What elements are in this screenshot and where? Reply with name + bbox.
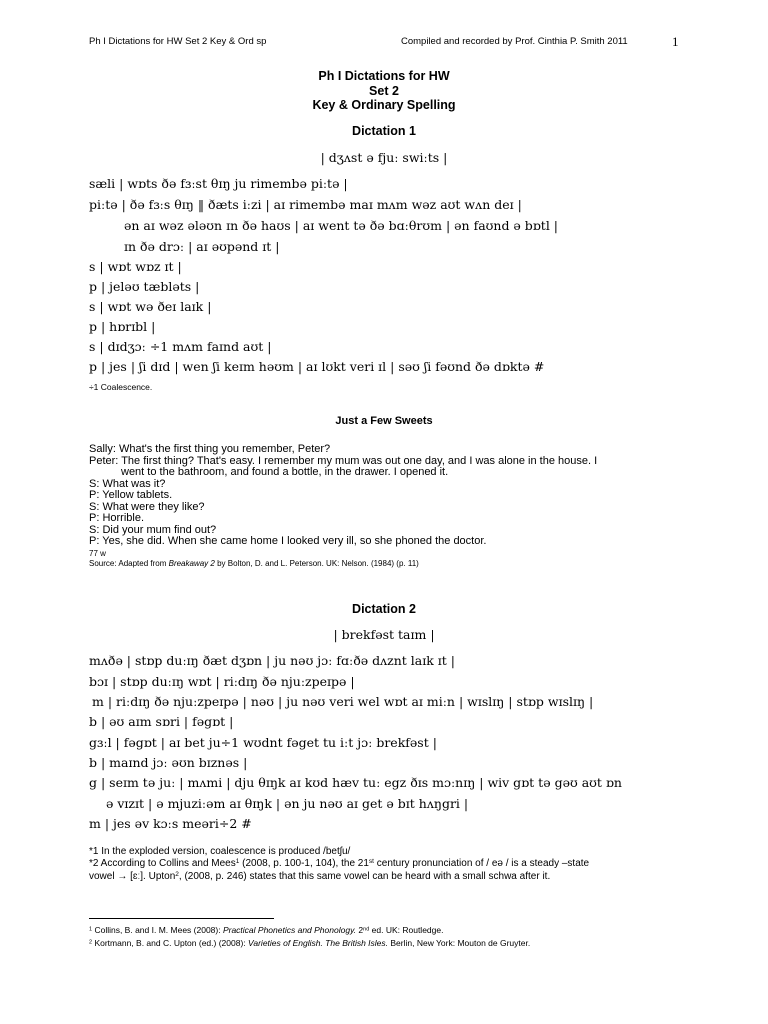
dictation-1-line: s | dɪdʒɔː ÷1 mʌm faɪnd aʊt | [89, 339, 272, 354]
ordinal-suffix: st [368, 858, 374, 866]
footnote-text: Collins, B. and I. M. Mees (2008): [94, 925, 223, 935]
dictation-1-line: p | jes | ʃi dɪd | wen ʃi keɪm həʊm | aɪ lʊkt veri ɪl | səʊ ʃi fəʊnd ðə dɒktə # [89, 359, 545, 374]
source-book-title: Breakaway 2 [168, 559, 215, 568]
word-count: 77 w [89, 549, 106, 558]
running-header-left: Ph I Dictations for HW Set 2 Key & Ord sp [89, 36, 267, 47]
dictation-2-line: bɔɪ | stɒp duːɪŋ wɒt | riːdɪŋ ðə njuːzpeɪpə | [89, 674, 355, 689]
dictation-1-line: s | wɒt wɒz ɪt | [89, 259, 182, 274]
dictation-2-line: m | jes əv kɔːs meəri÷2 # [89, 816, 252, 831]
passage-line: P: Yes, she did. When she came home I looked very ill, so she phoned the doctor. [89, 535, 487, 547]
dictation-2-line: m | riːdɪŋ ðə njuːzpeɪpə | nəʊ | ju nəʊ veri wel wɒt aɪ miːn | wɪslɪŋ | stɒp wɪslɪŋ | [92, 694, 594, 709]
dictation-2-note-1: *1 In the exploded version, coalescence is produced /betʃu/ [89, 846, 351, 857]
dictation-1-line: s | wɒt wə ðeɪ laɪk | [89, 299, 212, 314]
dictation-1-line: ɪn ðə drɔː | aɪ əʊpənd ɪt | [124, 239, 280, 254]
source-prefix: Source: Adapted from [89, 559, 169, 568]
dictation-2-ipa-title: | brekfəst taɪm | [333, 627, 435, 642]
dictation-1-line: p | hɒrɪbl | [89, 319, 156, 334]
passage-line: S: What were they like? [89, 500, 205, 513]
dictation-2-line: b | maɪnd jɔː əʊn bɪznəs | [89, 755, 248, 770]
passage-line: Peter: The first thing? That's easy. I remember my mum was out one day, and I was alone in the house. I [89, 454, 598, 467]
running-header-right: Compiled and recorded by Prof. Cinthia P. Smith 2011 [401, 36, 628, 47]
footnote-ref-1: 1 [235, 858, 240, 866]
dictation-2-heading: Dictation 2 [352, 602, 416, 616]
footnote-text: 2 [356, 925, 364, 935]
dictation-1-line: piːtə | ðə fɜːs θɪŋ ‖ ðæts iːzi | aɪ rimembə maɪ mʌm wəz aʊt wʌn deɪ | [89, 197, 522, 212]
document-title: Ph I Dictations for HW [318, 69, 450, 83]
dictation-2-line: mʌðə | stɒp duːɪŋ ðæt dʒɒn | ju nəʊ jɔː fɑːðə dʌznt laɪk ɪt | [89, 653, 456, 668]
passage-line: P: Yellow tablets. [89, 489, 173, 501]
dictation-2-note-3 [89, 871, 550, 882]
passage-title: Just a Few Sweets [335, 415, 433, 427]
footnote-number: 1 [89, 926, 93, 933]
note-3-text: vowel → [ɛː]. Upton [89, 871, 176, 882]
passage-line: S: Did your mum find out? [89, 523, 217, 536]
source-suffix: by Bolton, D. and L. Peterson. UK: Nelson. (1984) (p. 11) [214, 559, 419, 568]
footnote-2 [89, 938, 530, 948]
passage-body [89, 444, 597, 548]
passage-source [89, 559, 419, 568]
passage-line: S: What was it? [89, 477, 166, 490]
dictation-2-line: b | əʊ aɪm sɒri | fəgɒt | [89, 714, 234, 729]
ordinal-suffix: nd [363, 926, 370, 933]
note-3-text: , (2008, p. 246) states that this same vowel can be heard with a small schwa after it. [178, 871, 551, 882]
footnote-text: ed. UK: Routledge. [369, 925, 444, 935]
dictation-2-line: g | seɪm tə juː | mʌmi | dju θɪŋk aɪ kʊd hæv tuː egz ðɪs mɔːnɪŋ | wiv gɒt tə gəʊ aʊt ɒn [89, 775, 622, 790]
dictation-1-line: ən aɪ wəz ələʊn ɪn ðə haʊs | aɪ went tə ðə bɑːθrʊm | ən faʊnd ə bɒtl | [124, 218, 559, 233]
dictation-1-line: p | jeləʊ tæbləts | [89, 279, 200, 294]
document-subtitle-key: Key & Ordinary Spelling [312, 98, 456, 112]
note-2-text: (2008, p. 100-1, 104), the 21 [239, 858, 369, 869]
dictation-1-ipa-title: | dʒʌst ə fjuː swiːts | [320, 150, 448, 165]
footnote-text: Kortmann, B. and C. Upton (ed.) (2008): [94, 938, 249, 948]
dictation-1-line: sæli | wɒts ðə fɜːst θɪŋ ju rimembə piːtə | [89, 176, 348, 191]
document-subtitle-set: Set 2 [369, 84, 399, 98]
footnote-number: 2 [89, 939, 93, 946]
footnote-1 [89, 925, 443, 935]
footnote-separator [89, 918, 274, 919]
dictation-2-line: ə vɪzɪt | ə mjuziːəm aɪ θɪŋk | ən ju nəʊ aɪ get ə bɪt hʌŋgri | [106, 796, 469, 811]
note-2-text: century pronunciation of / eə / is a steady –state [373, 858, 590, 869]
footnote-ref-2: 2 [175, 871, 179, 879]
footnote-text: Berlin, New York: Mouton de Gruyter. [388, 938, 531, 948]
footnote-book-title: Practical Phonetics and Phonology. [222, 925, 357, 935]
page-number: 1 [672, 34, 679, 49]
passage-line: P: Horrible. [89, 512, 145, 524]
dictation-1-note: ÷1 Coalescence. [89, 382, 153, 392]
footnote-book-title: Varieties of English. The British Isles. [248, 938, 389, 948]
dictation-2-line: gɜːl | fəgɒt | aɪ bet ju÷1 wʊdnt fəget tu iːt jɔː brekfəst | [89, 735, 437, 750]
note-2-text: *2 According to Collins and Mees [89, 858, 236, 869]
dictation-2-note-2 [89, 858, 589, 869]
dictation-1-heading: Dictation 1 [352, 124, 416, 138]
passage-line: went to the bathroom, and found a bottle, in the drawer. I opened it. [121, 466, 449, 478]
passage-line: Sally: What's the first thing you remember, Peter? [89, 443, 331, 455]
